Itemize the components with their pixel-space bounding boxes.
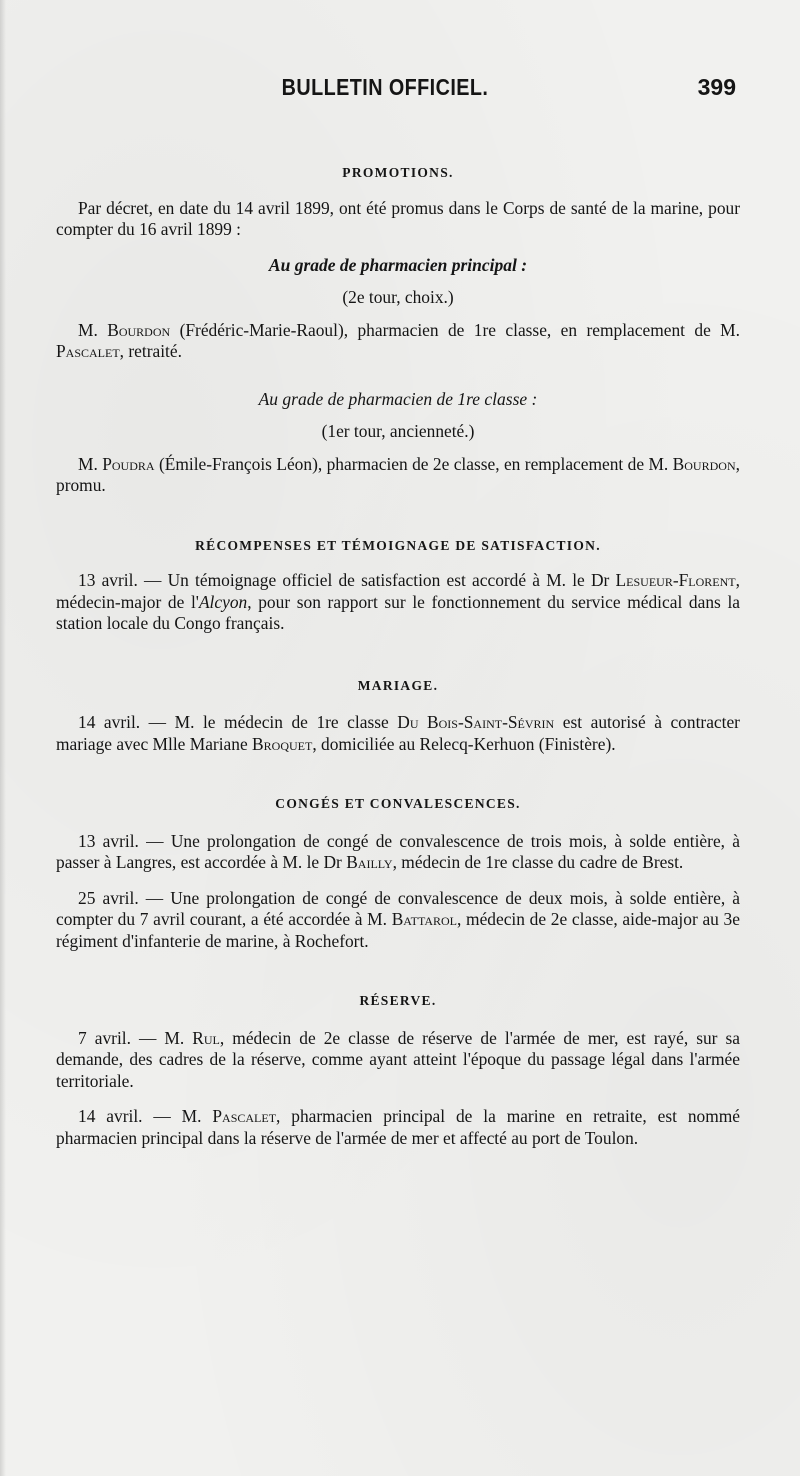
page-number: 399 [697,74,736,100]
person-name: Bourdon [107,319,171,340]
promotion-poudra: M. Poudra (Émile-François Léon), pharmacien de 2e classe, en remplacement de M. Bourdon, promu. [56,453,740,495]
bulletin-title: BULLETIN OFFICIEL. [281,74,489,100]
document-body [56,120,740,1149]
promotion-bourdon: M. Bourdon (Frédéric-Marie-Raoul), pharmacien de 1re classe, en remplacement de M. Pascalet, retraité. [56,319,740,361]
reserve-entry-rul: 7 avril. — M. Rul, médecin de 2e classe de réserve de l'armée de mer, est rayé, sur sa demande, des cadres de la réserve, comme ayant atteint l'époque du passage légal dans l'armée territoriale. [56,1027,741,1091]
running-header [0,74,800,108]
conge-entry-battarol: 25 avril. — Une prolongation de congé de convalescence de deux mois, à solde entière, à compter du 7 avril courant, a été accordée à M. Battarol, médecin de 2e classe, aide-major au 3e régiment d'infanterie de marine, à Rochefort. [56,887,740,951]
person-name: Pascalet [56,341,120,361]
person-name: Poudra [102,453,155,474]
recompense-entry: 13 avril. — Un témoignage officiel de satisfaction est accordé à M. le Dr Lesueur-Florent, médecin-major de l'Alcyon, pour son rapport sur le fonctionnement du service médical dans la station locale du Congo français. [56,570,740,633]
grade-principal-title: Au grade de pharmacien principal : [268,254,528,275]
heading-conges: CONGÉS ET CONVALESCENCES. [275,796,521,811]
person-name: Pascalet [212,1106,277,1126]
grade-principal-turn: (2e tour, choix.) [342,287,454,307]
person-name: Bourdon [672,453,736,474]
person-name: Rul [192,1027,220,1048]
heading-recompenses: RÉCOMPENSES ET TÉMOIGNAGE DE SATISFACTION. [195,537,601,553]
conge-entry-bailly: 13 avril. — Une prolongation de congé de convalescence de trois mois, à solde entière, à passer à Langres, est accordée à M. le Dr Bailly, médecin de 1re classe du cadre de Brest. [56,830,740,872]
grade-first-class-turn: (1er tour, ancienneté.) [321,421,475,441]
heading-reserve: RÉSERVE. [359,993,437,1008]
heading-promotions: PROMOTIONS. [342,165,454,180]
person-name: Lesueur-Florent [615,570,736,590]
mariage-entry: 14 avril. — M. le médecin de 1re classe Du Bois-Saint-Sévrin est autorisé à contracter mariage avec Mlle Mariane Broquet, domiciliée au Relecq-Kerhuon (Finistère). [56,712,740,754]
ship-name: Alcyon [198,591,248,612]
reserve-entry-pascalet: 14 avril. — M. Pascalet, pharmacien principal de la marine en retraite, est nommé pharmacien principal dans la réserve de l'armée de mer et affecté au port de Toulon. [56,1106,740,1148]
person-name: Battarol [391,909,457,929]
person-name: Bailly [346,852,393,872]
person-name: Du Bois-Saint-Sévrin [397,712,555,732]
heading-mariage: MARIAGE. [357,677,439,693]
person-name: Broquet [252,733,313,754]
grade-first-class-title: Au grade de pharmacien de 1re classe : [258,388,538,409]
promotions-intro: Par décret, en date du 14 avril 1899, ont été promus dans le Corps de santé de la marine, pour compter du 16 avril 1899 : [56,197,740,239]
